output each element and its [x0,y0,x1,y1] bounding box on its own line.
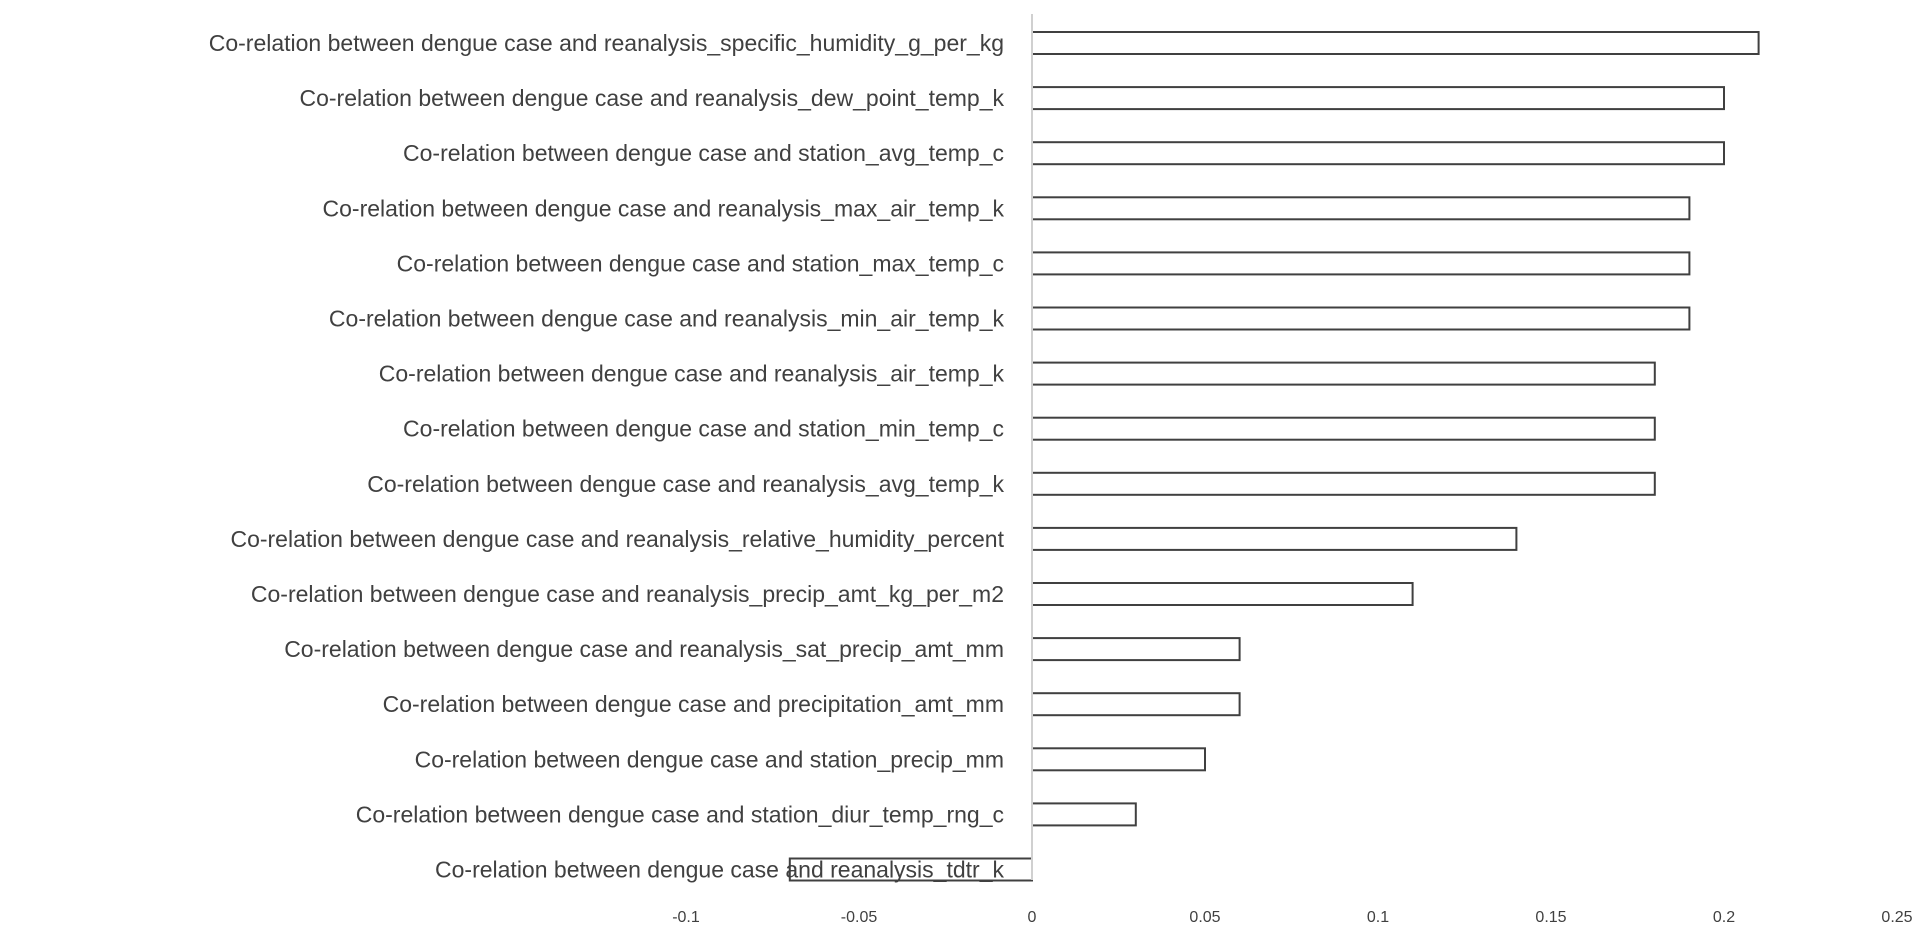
bar [1032,363,1655,385]
category-label: Co-relation between dengue case and station_min_temp_c [403,415,1004,442]
bar [1032,803,1136,825]
category-label: Co-relation between dengue case and reanalysis_dew_point_temp_k [299,85,1004,112]
bar [1032,32,1759,54]
category-labels [209,30,1005,883]
x-tick-label: 0.15 [1535,909,1567,926]
bar [1032,87,1724,109]
category-label: Co-relation between dengue case and reanalysis_sat_precip_amt_mm [284,636,1004,663]
bar [1032,693,1240,715]
category-label: Co-relation between dengue case and station_precip_mm [414,746,1004,773]
bar [1032,197,1689,219]
category-label: Co-relation between dengue case and station_max_temp_c [396,250,1004,277]
x-tick-label: 0.25 [1881,909,1913,926]
x-tick-label: 0.1 [1366,909,1390,926]
bar [1032,308,1689,330]
category-label: Co-relation between dengue case and reanalysis_air_temp_k [378,360,1004,387]
bar [1032,583,1413,605]
x-tick-label: 0.05 [1189,909,1221,926]
bar [1032,638,1240,660]
x-tick-label: 0.2 [1712,909,1736,926]
category-label: Co-relation between dengue case and reanalysis_avg_temp_k [367,470,1004,497]
category-label: Co-relation between dengue case and reanalysis_relative_humidity_percent [230,525,1004,552]
bar [1032,473,1655,495]
bar [1032,418,1655,440]
category-label: Co-relation between dengue case and precipitation_amt_mm [382,691,1004,718]
bar [1032,142,1724,164]
category-label: Co-relation between dengue case and station_avg_temp_c [403,140,1004,167]
category-label: Co-relation between dengue case and reanalysis_tdtr_k [435,856,1004,883]
category-label: Co-relation between dengue case and reanalysis_min_air_temp_k [328,305,1004,332]
x-tick-label: -0.05 [840,909,878,926]
bar [1032,252,1689,274]
category-label: Co-relation between dengue case and reanalysis_specific_humidity_g_per_kg [208,30,1004,56]
x-axis-tick-labels [672,909,1912,926]
category-label: Co-relation between dengue case and reanalysis_max_air_temp_k [322,195,1004,222]
bar [1032,528,1516,550]
x-tick-label: 0 [1027,909,1037,926]
category-label: Co-relation between dengue case and station_diur_temp_rng_c [355,801,1004,828]
bar [1032,748,1205,770]
x-tick-label: -0.1 [672,909,700,926]
category-label: Co-relation between dengue case and reanalysis_precip_amt_kg_per_m2 [250,581,1004,607]
